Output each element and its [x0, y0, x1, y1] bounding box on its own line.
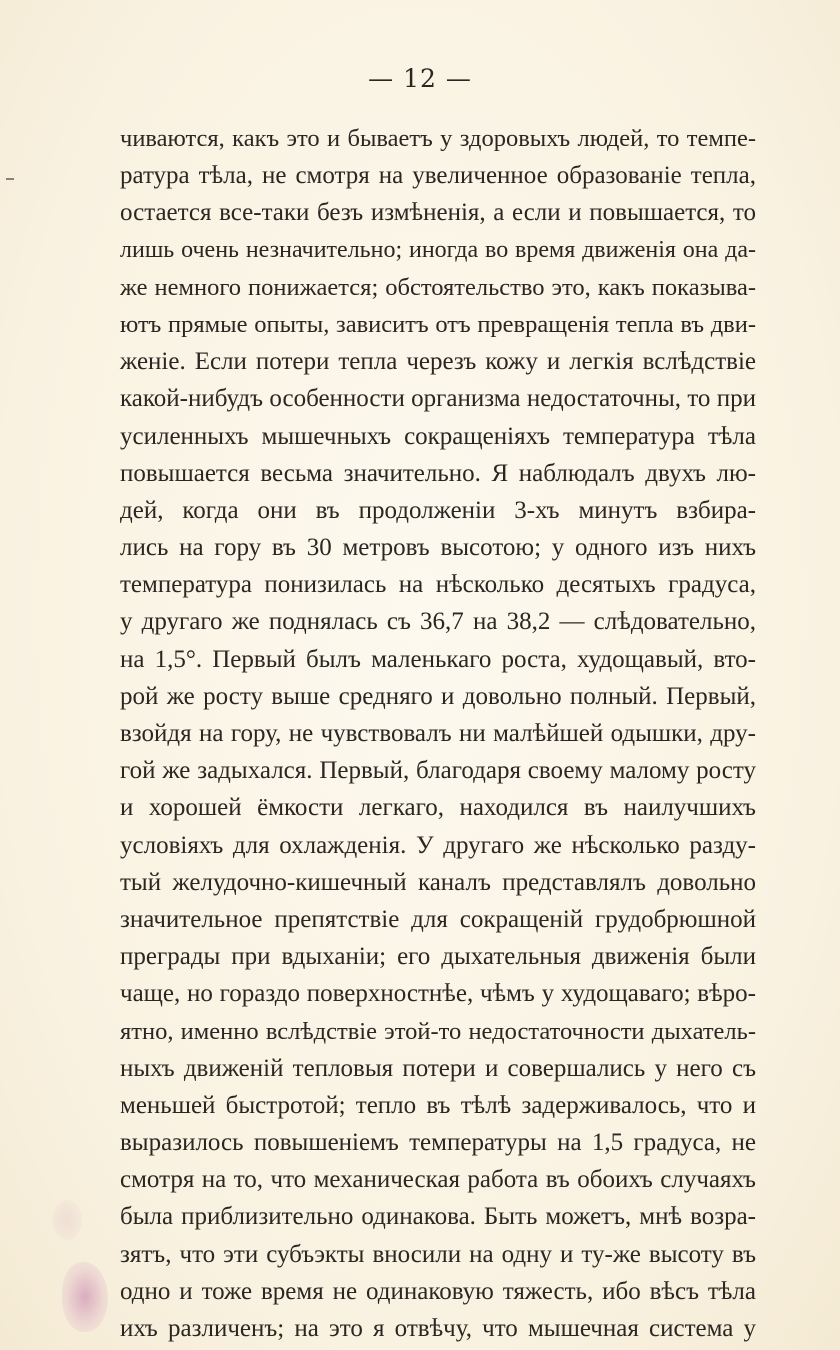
margin-mark: [6, 178, 14, 180]
text-line: же немного понижается; обстоятельство это, какъ показыва-: [120, 273, 756, 301]
text-line: рой же росту выше средняго и довольно полный. Первый,: [120, 682, 756, 710]
text-line: ятно, именно вслѣдствіе этой-то недостаточности дыхатель-: [120, 1017, 756, 1045]
text-line: температура понизилась на нѣсколько десятыхъ градуса,: [120, 571, 756, 599]
page-number: — 12 —: [368, 64, 472, 93]
text-line: ныхъ движеній тепловыя потери и совершались у него съ: [120, 1054, 756, 1082]
text-line: лись на гору въ 30 метровъ высотою; у одного изъ нихъ: [120, 534, 756, 562]
text-line: ихъ различенъ; на это я отвѣчу, что мышечная система у: [120, 1315, 756, 1342]
text-line: тый желудочно-кишечный каналъ представлялъ довольно: [120, 868, 756, 896]
text-line: выразилось повышеніемъ температуры на 1,5 градуса, не: [120, 1129, 756, 1157]
text-line: условіяхъ для охлажденія. У другаго же нѣсколько разду-: [120, 831, 756, 859]
text-line: гой же задыхался. Первый, благодаря своему малому росту: [120, 757, 756, 785]
text-line: лишь очень незначительно; иногда во время движенія она да-: [120, 236, 756, 263]
text-line: была приблизительно одинакова. Быть можетъ, мнѣ возра-: [120, 1203, 756, 1231]
paper-stain: [52, 1200, 82, 1240]
text-line: женіе. Если потери тепла черезъ кожу и легкія вслѣдствіе: [120, 348, 756, 376]
text-line: одно и тоже время не одинаковую тяжесть, ибо вѣсъ тѣла: [120, 1277, 756, 1305]
text-line: ратура тѣла, не смотря на увеличенное образованіе тепла,: [120, 162, 756, 190]
text-line: остается все-таки безъ измѣненія, а если и повышается, то: [120, 199, 756, 227]
text-line: чиваются, какъ это и бываетъ у здоровыхъ людей, то темпе-: [120, 125, 756, 152]
text-line: какой-нибудъ особенности организма недостаточны, то при: [120, 385, 756, 413]
text-line: смотря на то, что механическая работа въ обоихъ случаяхъ: [120, 1166, 756, 1194]
text-line: меньшей быстротой; тепло въ тѣлѣ задерживалось, что и: [120, 1091, 756, 1119]
text-line: и хорошей ёмкости легкаго, находился въ наилучшихъ: [120, 794, 756, 822]
text-line: чаще, но гораздо поверхностнѣе, чѣмъ у худощаваго; вѣро-: [120, 980, 756, 1008]
text-line: ютъ прямые опыты, зависитъ отъ превращенія тепла въ дви-: [120, 310, 756, 338]
text-line: преграды при вдыханіи; его дыхательныя движенія были: [120, 943, 756, 971]
body-text: [120, 120, 756, 1347]
text-line: повышается весьма значительно. Я наблюдалъ двухъ лю-: [120, 459, 756, 487]
text-line: усиленныхъ мышечныхъ сокращеніяхъ температура тѣла: [120, 422, 756, 450]
text-line: взойдя на гору, не чувствовалъ ни малѣйшей одышки, дру-: [120, 720, 756, 747]
ink-stain: [62, 1262, 108, 1332]
text-line: зятъ, что эти субъэкты вносили на одну и ту-же высоту въ: [120, 1240, 756, 1268]
text-line: у другаго же поднялась съ 36,7 на 38,2 — слѣдовательно,: [120, 608, 756, 636]
text-line: дей, когда они въ продолженіи 3-хъ минутъ взбира-: [120, 496, 756, 524]
text-line: значительное препятствіе для сокращеній грудобрюшной: [120, 905, 756, 933]
text-line: на 1,5°. Первый былъ маленькаго роста, худощавый, вто-: [120, 645, 756, 673]
